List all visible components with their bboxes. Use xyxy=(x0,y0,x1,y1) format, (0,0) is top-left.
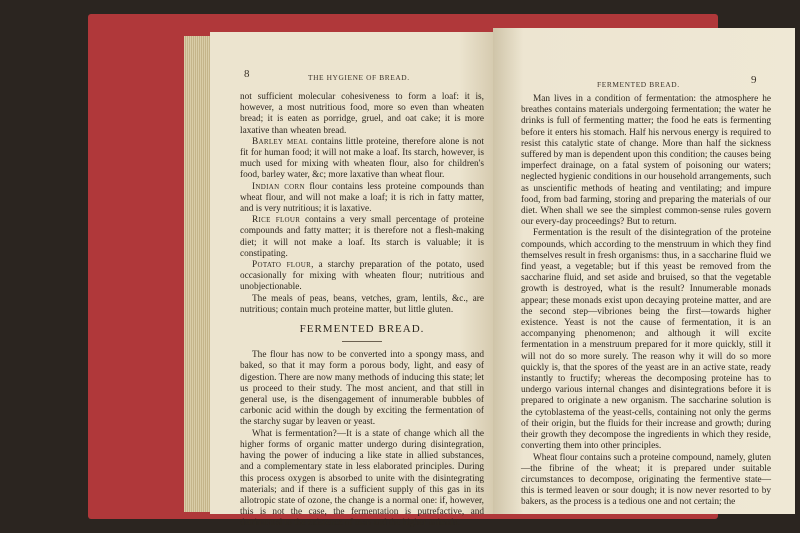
lead-phrase: Potato flour xyxy=(252,260,312,271)
paragraph: not sufficient molecular cohesiveness to form a loaf: it is, however, a most nutritious food, more so even than wheaten bread; it is eaten as porridge, gruel, and oat cake; it is more laxative than wheaten bread. xyxy=(240,92,484,136)
right-page xyxy=(493,28,795,514)
section-heading xyxy=(240,324,484,342)
left-body xyxy=(240,92,484,530)
paragraph xyxy=(240,260,484,294)
left-page-number: 8 xyxy=(244,68,250,80)
paragraph xyxy=(240,182,484,216)
lead-phrase: Indian corn xyxy=(252,181,305,192)
paragraph-text: , a starchy preparation of the potato, used occasionally for mixing with wheaten flour; nutritious and unobjectionable. xyxy=(240,260,484,293)
left-page xyxy=(210,32,493,529)
lead-phrase: Barley meal xyxy=(252,136,309,147)
paragraph-text: flour contains less proteine compounds than wheat flour, and will not make a loaf; it is rich in fatty matter, and is very nutritious; it is laxative. xyxy=(240,181,484,215)
paragraph xyxy=(240,137,484,182)
book xyxy=(88,14,771,529)
section-heading-text: FERMENTED BREAD. xyxy=(299,323,425,336)
paragraph xyxy=(240,215,484,260)
lead-phrase: Rice flour xyxy=(252,215,301,226)
right-page-number: 9 xyxy=(751,74,757,86)
right-running-head: FERMENTED BREAD. xyxy=(597,80,680,89)
paragraph: Wheat flour contains such a proteine compound, namely, gluten—the fibrine of the wheat; it is prepared under suitable circumstances to decompose, originating the fermentive state—this is termed leaven or sour dough; it is now never resorted to by bakers, as the process is a tedious one and not certain; the xyxy=(521,452,771,508)
paragraph: Fermentation is the result of the disintegration of the proteine compounds, which according to the menstruum in which they find themselves result in fresh organisms: thus, in a saccharine fluid we find yeast, a vegetable; but if this yeast be removed from the saccharine fluid, and set aside and bruised, so that the vegetable growth is destroyed, what is the result? Innumerable monads appear; these monads exist upon decaying proteine matter, and are the second step—vibriones being the first—towards higher existence. Yeast is not the cause of fermentation, it is an accompanying phenomenon; and although it will excite fermentation in a menstruum prepared for it more quickly, still it will not do so more surely. The reason why it will do so more quickly is, that the spores of the yeast are in an active state, ready instantly to fructify; whereas the decomposing proteine has to undergo various internal changes and disintegrations before it is prepared to originate a new organism. The saccharine solution is the cytoblastema of the yeast-cells, containing not only the germs of their origin, but the fluids for their increase and growth; during their growth they decompose the ingredients in which they reside, converting them into other principles. xyxy=(521,228,771,452)
right-body xyxy=(521,94,771,509)
paragraph-text: The meals of peas, beans, vetches, gram, lentils, &c., are nutritious; contain much proteine matter, but little gluten. xyxy=(240,293,484,315)
page-edges xyxy=(184,36,210,512)
paragraph: What is fermentation?—It is a state of change which all the higher forms of organic matter undergo during disintegration, having the power of inducing a like state in allied substances, and a complementary state in less elaborated principles. During this process oxygen is absorbed to unite with the disintegrating materials; and if there is a sufficient supply of this gas in its allotropic state of ozone, the change is a normal one: if, however, this is not the case, the fermentation is putrefactive, and detrimental to the existence of man and the higher animals. xyxy=(240,428,484,529)
paragraph: Man lives in a condition of fermentation: the atmosphere he breathes contains materials undergoing fermentation; the water he drinks is full of fermenting matter; the food he eats is fermenting before it enters his stomach. Half his nervous energy is required to resist this catalytic state of change. More than half the sickness suffered by man is dependent upon this condition; the causes being imperfect drainage, on a fatal system of poisoning our waters; neglected hygienic conditions in our household arrangements, such as unscientific methods of heating and ventilating; and impure food, from bad farming, storing and preparing the materials of our diet. When shall we see the simplest common-sense rules govern our every-day proceedings? But to return. xyxy=(521,94,771,228)
paragraph: The flour has now to be converted into a spongy mass, and baked, so that it may form a porous body, light, and easy of digestion. There are now many methods of inducing this state; let us proceed to their study. The most ancient, and that still in general use, is the disengagement of innumerable bubbles of carbonic acid within the dough by exciting the fermentation of the starchy sugar by leaven or yeast. xyxy=(240,350,484,428)
heading-rule xyxy=(342,341,382,342)
paragraph-text: contains little proteine, therefore alone is not fit for human food; it will not make a loaf. Its starch, however, is much used for mixing with wheaten flour, also for children's food, barley water, &c; more laxative than wheat flour. xyxy=(240,136,484,181)
paragraph xyxy=(240,294,484,316)
paragraph-text: contains a very small percentage of proteine compounds and fatty matter; it is therefore not a flesh-making diet; it will not make a loaf. Its starch is valuable; it is constipating. xyxy=(240,215,484,259)
left-running-head: THE HYGIENE OF BREAD. xyxy=(308,73,410,82)
